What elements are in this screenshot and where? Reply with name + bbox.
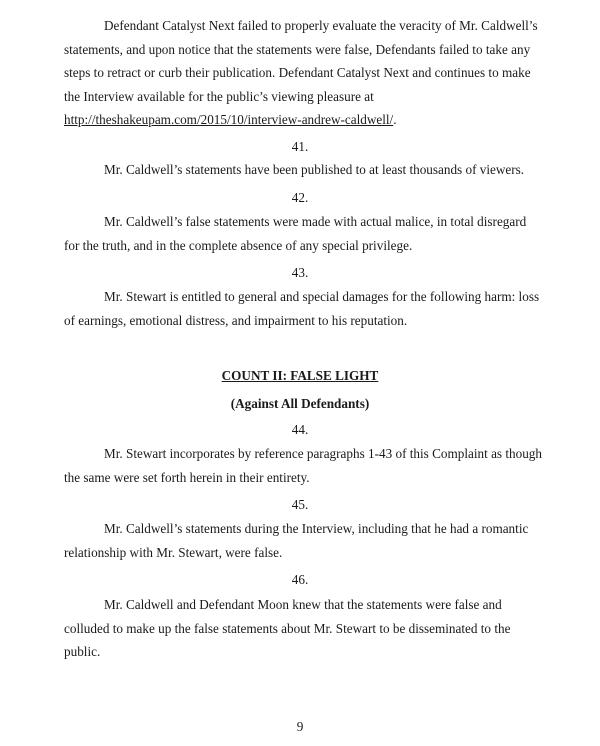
paragraph-40-continued	[64, 14, 542, 132]
paragraph-number-41: 41.	[291, 139, 309, 154]
paragraph-40-text: Defendant Catalyst Next failed to properly evaluate the veracity of Mr. Caldwell’s statements, and upon notice that the statements were false, Defendants failed to take any steps to retract or curb their publication. Defendant Catalyst Next and continues to make the Interview available for the public’s viewing pleasure at	[64, 18, 538, 104]
page-number: 9	[296, 719, 304, 735]
paragraph-44-body: Mr. Stewart incorporates by reference paragraphs 1-43 of this Complaint as though the same were set forth herein in their entirety.	[64, 446, 542, 485]
paragraph-42-text	[64, 210, 542, 257]
paragraph-42-body: Mr. Caldwell’s false statements were made with actual malice, in total disregard for the truth, and in the complete absence of any special privilege.	[64, 214, 527, 253]
paragraph-41-text	[64, 158, 542, 182]
paragraph-45-text	[64, 517, 542, 564]
paragraph-number-44: 44.	[291, 422, 309, 437]
interview-link[interactable]: http://theshakeupam.com/2015/10/interview-andrew-caldwell/	[64, 112, 394, 127]
paragraph-number-45: 45.	[291, 497, 309, 512]
paragraph-number-42: 42.	[291, 190, 309, 205]
paragraph-40-end: .	[393, 112, 397, 127]
paragraph-41-body: Mr. Caldwell’s statements have been published to at least thousands of viewers.	[104, 162, 525, 177]
paragraph-44-text	[64, 442, 542, 489]
count-subheading: (Against All Defendants)	[230, 396, 370, 411]
paragraph-43-body: Mr. Stewart is entitled to general and special damages for the following harm: loss of earnings, emotional distress, and impairment to his reputation.	[64, 289, 540, 328]
paragraph-45-body: Mr. Caldwell’s statements during the Interview, including that he had a romantic relationship with Mr. Stewart, were false.	[64, 521, 529, 560]
count-heading-text: COUNT II: FALSE LIGHT	[221, 368, 379, 383]
paragraph-number-46: 46.	[291, 572, 309, 587]
count-heading	[0, 368, 600, 384]
paragraph-46-body: Mr. Caldwell and Defendant Moon knew that the statements were false and colluded to make up the false statements about Mr. Stewart to be disseminated to the public.	[64, 597, 511, 659]
paragraph-number-43: 43.	[291, 265, 309, 280]
paragraph-43-text	[64, 285, 542, 332]
paragraph-46-text	[64, 593, 542, 664]
